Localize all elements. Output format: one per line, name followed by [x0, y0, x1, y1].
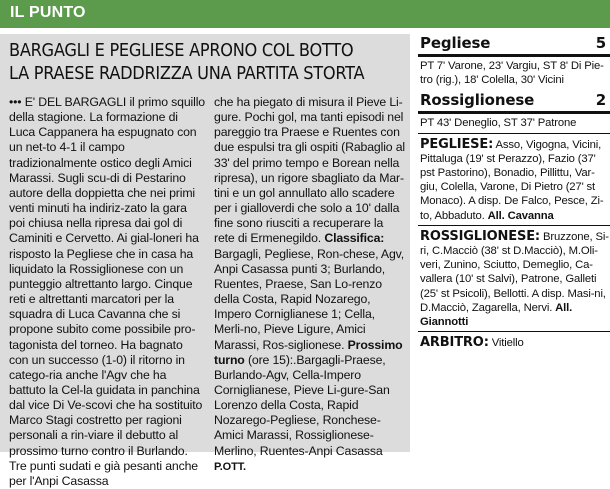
prossimo-turno-label: Prossimo turno: [214, 337, 403, 367]
article-title-line-2: LA PRAESE RADDRIZZA UNA PARTITA STORTA: [9, 64, 365, 84]
away-team-name: Rossiglionese: [420, 91, 535, 110]
section-header: [0, 0, 610, 28]
home-scorers: PT 7' Varone, 23' Vargiu, ST 8' Di Pie-tro (rig.), 18' Colella, 30' Vicini: [420, 60, 604, 87]
divider: [418, 111, 610, 114]
home-lineup: [420, 138, 610, 223]
away-coach-label: All.: [555, 301, 573, 314]
divider: [418, 225, 610, 226]
away-lineup: [420, 230, 610, 329]
home-lineup-text: Asso, Vigogna, Vicini, Pittaluga (19' st Perazzo), Fazio (37' pst Pastorino), Bonadio, Pillittu, Var-giu, Colella, Varone, Di Pietro (27' st Monaco). A disp. De Falco, Pesce, Zi-to, Abbaduto.: [420, 138, 604, 222]
referee-line: [420, 336, 610, 350]
away-score: 2: [595, 91, 606, 110]
article-body-text: che ha piegato di misura il Pieve Li-gure. Pochi gol, ma tanti episodi nel pareggio tra Praese e Ruentes con due espulsi tra gli ospiti (Rabaglio al 33' del primo tempo e Borean nella ripresa), un rigore sbagliato da Mar-tini e un gol annullato allo scadere per i gialloverdi che solo a 10' dalla fine sono riusciti a recuperare la rete di Ermenegildo.: [214, 95, 406, 246]
article-panel: [0, 34, 410, 488]
divider: [418, 54, 610, 57]
prossimo-turno-text: (ore 15):.Bargagli-Praese, Burlando-Agv, Cella-Impero Corniglianese, Pieve Li-gure-San Lorenzo della Costa, Rapid Nozarego-Pegliese, Ronchese-Amici Marassi, Rossiglionese-Merlino, Ruentes-Anpi Casassa: [214, 352, 390, 458]
section-header-label: IL PUNTO: [10, 4, 86, 21]
away-score-line: [418, 91, 610, 110]
home-lineup-label: PEGLIESE:: [420, 136, 494, 152]
home-coach: Cavanna: [504, 209, 554, 222]
article-column-1: [9, 95, 205, 489]
away-lineup-text: Bruzzone, Si-ri, C.Macciò (38' st D.Macciò), M.Oli-veri, Zunino, Sciutto, Demeglio, Ca-vallera (10' st Salvi), Patrone, Galleti (25' st Psicoli), Bellotti. A disp. Masi-ni, D.Macciò, Zagarella, Nervi.: [420, 230, 609, 314]
match-report-box: [418, 34, 610, 350]
article-title-line-1: BARGAGLI E PEGLIESE APRONO COL BOTTO: [9, 41, 354, 61]
home-team-name: Pegliese: [420, 34, 491, 52]
divider: [418, 331, 610, 332]
away-scorers: PT 43' Deneglio, ST 37' Patrone: [420, 117, 577, 130]
article-body-part-1: ••• E' DEL BARGAGLI il primo squillo della stagione. La formazione di Luca Cappanera ha espugnato con un net-to 4-1 il campo tradizionalmente ostico degli Amici Marassi. Sugli scu-di di Pestarino autore della doppietta che nei primi venti minuti ha indiriz-zato la gara poi chiusa nella ripresa dai gol di Caminiti e Cervetto. Ai gial-loneri ha risposto la Pegliese che in casa ha liquidato la Rossiglionese con un punteggio altrettanto largo. Cinque reti e altrettanti marcatori per la squadra di Luca Cavanna che si propone subito come possibile pro-tagonista del torneo. Ha bagnato con un successo (1-0) il ritorno in catego-ria anche l'Agv che ha battuto la Cel-la guidata in panchina dal vice Di Ve-scovi che ha sostituito Marco Stagi costretto per ragioni personali a rin-viare il debutto al prossimo turno contro il Burlando. Tre punti sudati e già pesanti anche per l'Anpi Casassa: [9, 95, 205, 488]
referee-label: ARBITRO:: [420, 335, 489, 351]
away-lineup-label: ROSSIGLIONESE:: [420, 228, 540, 244]
author-signature: P.OTT.: [214, 460, 246, 473]
referee-name: Vitiello: [488, 337, 524, 350]
classifica-label: Classifica:: [324, 231, 385, 246]
article-body-part-2: [214, 95, 406, 475]
article-column-2: [214, 95, 406, 475]
divider: [418, 133, 610, 134]
away-coach: Giannotti: [420, 316, 469, 329]
home-score-line: [418, 34, 610, 53]
classifica-text: Bargagli, Pegliese, Ron-chese, Agv, Anpi Casassa punti 3; Burlando, Ruentes, Praese, San Lo-renzo della Costa, Rapid Nozarego, Impero Corniglianese 1; Cella, Merli-no, Pieve Ligure, Amici Marassi, Ros-siglionese.: [214, 246, 405, 352]
article-title: [9, 40, 376, 86]
home-score: 5: [595, 34, 606, 52]
home-coach-label: All.: [487, 209, 505, 222]
